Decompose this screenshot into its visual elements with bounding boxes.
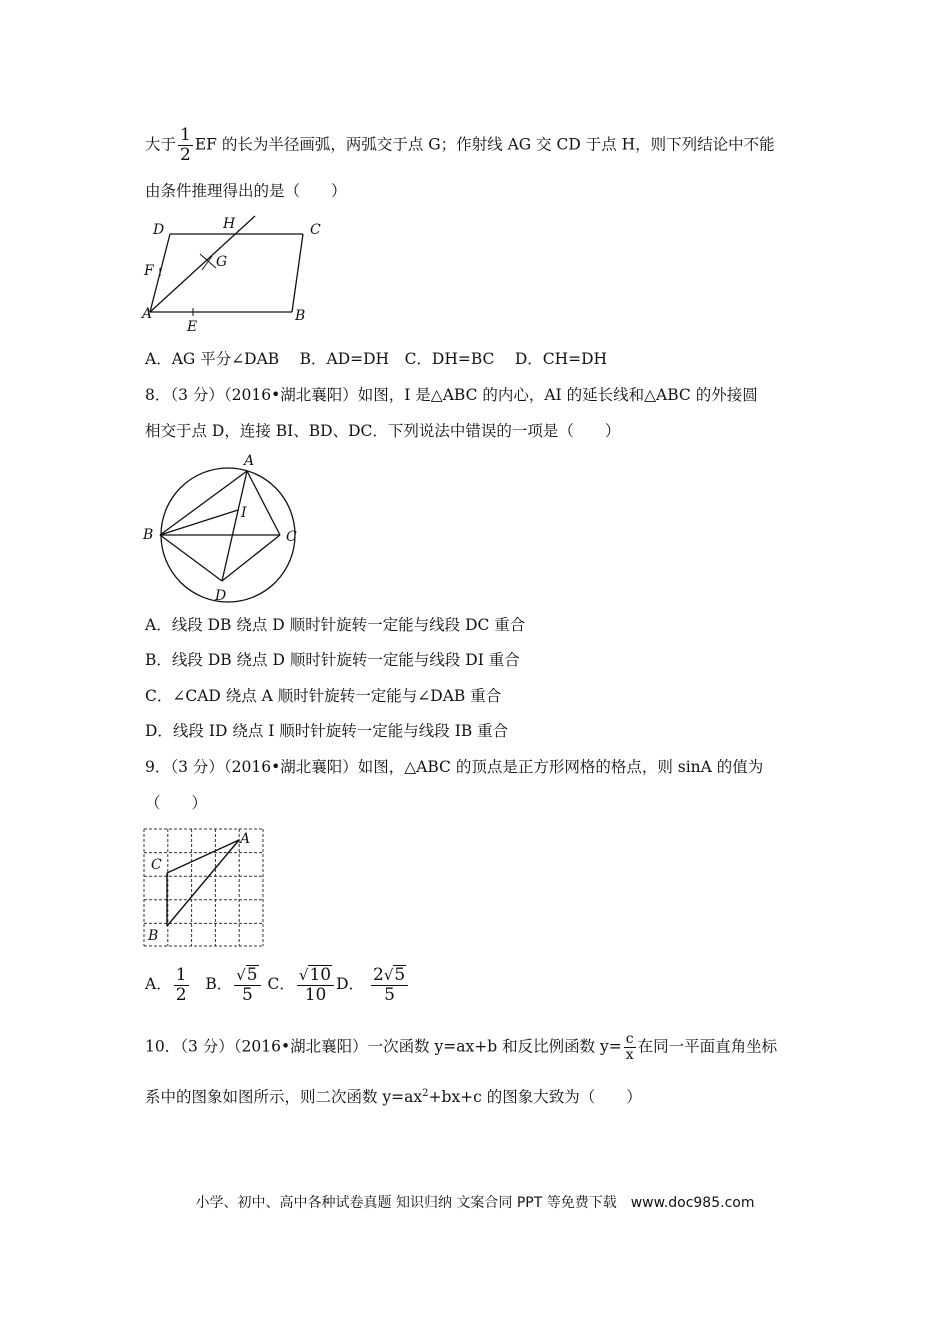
- radicand: 5: [246, 965, 258, 985]
- label-B: B: [143, 527, 154, 543]
- fraction-numerator: c: [624, 1032, 636, 1048]
- numerator: [371, 965, 408, 986]
- q10-line1: [145, 1032, 777, 1063]
- q7-text-post: EF 的长为半径画弧，两弧交于点 G；作射线 AG 交 CD 于点 H，则下列结论中不能: [194, 135, 775, 154]
- label-A: A: [142, 306, 153, 322]
- label-B: B: [148, 928, 159, 944]
- label-C: C: [286, 529, 297, 545]
- q10-text-post: 在同一平面直角坐标: [637, 1037, 778, 1056]
- label-A: A: [244, 453, 255, 469]
- label-D: D: [215, 588, 227, 604]
- label-E: E: [187, 319, 198, 335]
- label-C: C: [310, 222, 321, 238]
- numerator: 1: [175, 964, 187, 985]
- denominator: 5: [241, 985, 253, 1005]
- q9-options: [145, 962, 410, 1006]
- q8-option-a: A．线段 DB 绕点 D 顺时针旋转一定能与线段 DC 重合: [145, 616, 526, 634]
- q8-circle-figure: [140, 450, 310, 606]
- q7-fraction: [178, 126, 193, 165]
- q7-options: A．AG 平分∠DAB B．AD=DH C．DH=BC D．CH=DH: [145, 350, 608, 368]
- option-a-fraction: [174, 966, 189, 1005]
- label-F: F: [144, 263, 154, 279]
- page-footer: 小学、初中、高中各种试卷真题 知识归纳 文案合同 PPT 等免费下载 www.doc985.com: [195, 1195, 755, 1211]
- q8-option-d: D．线段 ID 绕点 I 顺时针旋转一定能与线段 IB 重合: [145, 722, 509, 740]
- option-b-fraction: [234, 965, 260, 1005]
- fraction-denominator: x: [625, 1047, 634, 1063]
- fraction-denominator: 2: [180, 145, 191, 165]
- radicand: 10: [309, 965, 332, 985]
- label-G: G: [216, 254, 228, 270]
- option-d-label: D．: [336, 975, 365, 993]
- label-H: H: [223, 216, 236, 232]
- q7-line2: 由条件推理得出的是（ ）: [145, 182, 347, 200]
- label-D: D: [153, 222, 165, 238]
- q8-option-b: B．线段 DB 绕点 D 顺时针旋转一定能与线段 DI 重合: [145, 651, 520, 669]
- q7-text-pre: 大于: [145, 135, 177, 154]
- q8-line1: 8．（3 分）（2016•湖北襄阳）如图，I 是△ABC 的内心，AI 的延长线和△ABC 的外接圆: [145, 386, 758, 404]
- denominator: 10: [304, 985, 327, 1005]
- option-c-fraction: [297, 965, 334, 1005]
- q9-grid-figure: [143, 828, 265, 948]
- label-I: I: [241, 505, 247, 521]
- q10-line2-pre: 系中的图象如图所示，则二次函数 y=ax: [145, 1088, 423, 1107]
- label-A: A: [240, 831, 251, 847]
- q7-parallelogram-figure: [140, 212, 340, 337]
- q9-line1: 9．（3 分）（2016•湖北襄阳）如图，△ABC 的顶点是正方形网格的格点，则 sinA 的值为: [145, 758, 764, 776]
- q10-text-pre: 10．（3 分）（2016•湖北襄阳）一次函数 y=ax+b 和反比例函数 y=: [145, 1037, 622, 1056]
- radicand: 5: [394, 965, 406, 985]
- q10-fraction: [624, 1032, 636, 1063]
- q8-option-c: C．∠CAD 绕点 A 顺时针旋转一定能与∠DAB 重合: [145, 687, 502, 705]
- sqrt-icon: √: [383, 966, 394, 984]
- option-b-label: B．: [205, 975, 233, 993]
- denominator: 2: [175, 984, 187, 1005]
- q7-line1: [145, 126, 775, 165]
- numerator: [234, 965, 260, 986]
- q10-line2: [145, 1083, 642, 1108]
- numerator: [297, 965, 334, 986]
- q8-line2: 相交于点 D，连接 BI、BD、DC．下列说法中错误的一项是（ ）: [145, 422, 621, 440]
- q9-line2: （ ）: [145, 794, 208, 812]
- sqrt-icon: √: [236, 966, 246, 984]
- option-a-label: A．: [145, 975, 172, 993]
- label-C: C: [151, 857, 162, 873]
- label-B: B: [295, 308, 306, 324]
- q10-exponent: 2: [422, 1088, 429, 1099]
- fraction-numerator: 1: [180, 125, 191, 145]
- option-c-label: C．: [267, 975, 295, 993]
- denominator: 5: [384, 985, 395, 1005]
- sqrt-icon: √: [298, 966, 309, 984]
- coefficient: 2: [372, 965, 384, 985]
- option-d-fraction: [371, 965, 408, 1005]
- q10-line2-post: +bx+c 的图象大致为（ ）: [428, 1088, 642, 1107]
